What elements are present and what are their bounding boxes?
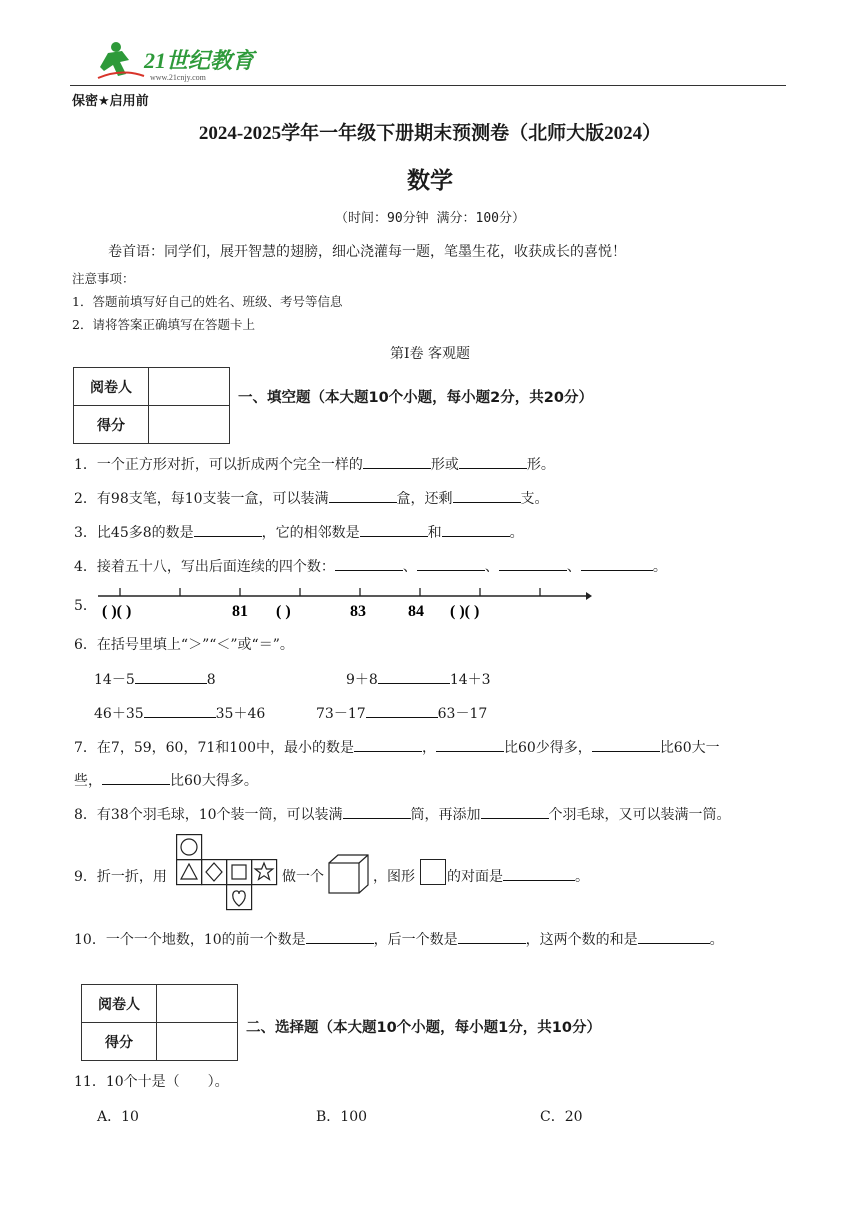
number-line-label[interactable]: ( )( ) bbox=[102, 603, 132, 620]
time-info: （时间：90分钟 满分：100分） bbox=[335, 211, 525, 226]
section1-title: 一、填空题（本大题10个小题，每小题2分，共20分） bbox=[238, 390, 593, 406]
question-2: 2．有98支笔，每10支装一盒，可以装满 盒，还剩 支。 bbox=[74, 488, 549, 508]
cube-net-figure bbox=[176, 834, 280, 912]
section2-title: 二、选择题（本大题10个小题，每小题1分，共10分） bbox=[246, 1020, 601, 1036]
question-9-end: 的对面是 。 bbox=[447, 866, 589, 886]
question-9-mid2: ，图形 bbox=[373, 869, 415, 885]
star-icon bbox=[255, 863, 273, 880]
answer-blank[interactable] bbox=[592, 737, 660, 752]
answer-blank[interactable] bbox=[194, 522, 262, 537]
answer-blank[interactable] bbox=[363, 454, 431, 469]
score-label: 得分 bbox=[74, 406, 149, 444]
answer-blank[interactable] bbox=[459, 454, 527, 469]
answer-blank[interactable] bbox=[366, 703, 438, 718]
question-6: 6．在括号里填上“＞”“＜”或“＝”。 bbox=[74, 637, 294, 653]
question-9-mid: 做一个 bbox=[282, 869, 324, 885]
answer-blank[interactable] bbox=[458, 929, 526, 944]
number-line-label[interactable]: ( ) bbox=[276, 603, 291, 620]
question-8: 8．有38个羽毛球，10个装一筒，可以装满 筒，再添加 个羽毛球，又可以装满一筒。 bbox=[74, 804, 731, 824]
logo-url: www.21cnjy.com bbox=[150, 73, 206, 82]
exam-subject: 数学 bbox=[407, 168, 453, 194]
question-4: 4．接着五十八，写出后面连续的四个数： 、 、 、 。 bbox=[74, 556, 667, 576]
answer-blank[interactable] bbox=[335, 556, 403, 571]
question-10: 10．一个一个地数，10的前一个数是 ，后一个数是 ，这两个数的和是 。 bbox=[74, 929, 724, 949]
option-b[interactable]: B．100 bbox=[316, 1109, 368, 1125]
answer-blank[interactable] bbox=[378, 669, 450, 684]
score-label: 得分 bbox=[82, 1023, 157, 1061]
heart-icon bbox=[233, 891, 246, 906]
compare-item: 14－5 8 bbox=[94, 669, 216, 689]
logo-text: 21世纪教育 bbox=[144, 48, 255, 73]
notes-heading: 注意事项： bbox=[72, 271, 135, 286]
score-cell[interactable] bbox=[149, 406, 230, 444]
compare-item: 73－17 63－17 bbox=[316, 703, 487, 723]
answer-blank[interactable] bbox=[499, 556, 567, 571]
reviewer-label: 阅卷人 bbox=[82, 985, 157, 1023]
question-1: 1．一个正方形对折，可以折成两个完全一样的 形或 形。 bbox=[74, 454, 555, 474]
question-5-number: 5． bbox=[74, 598, 97, 614]
answer-blank[interactable] bbox=[360, 522, 428, 537]
number-line-label: 84 bbox=[408, 603, 424, 620]
diamond-icon bbox=[206, 863, 222, 881]
arrow-head-icon bbox=[586, 592, 592, 600]
compare-item: 9＋8 14＋3 bbox=[346, 669, 491, 689]
answer-blank[interactable] bbox=[436, 737, 504, 752]
answer-blank[interactable] bbox=[453, 488, 521, 503]
question-11: 11．10个十是（ ）。 bbox=[74, 1074, 229, 1090]
circle-icon bbox=[181, 839, 197, 855]
cube-icon bbox=[328, 854, 372, 894]
answer-blank[interactable] bbox=[638, 929, 710, 944]
runner-icon bbox=[98, 42, 144, 78]
motto: 卷首语：同学们，展开智慧的翅膀，细心浇灌每一题，笔墨生花，收获成长的喜悦！ bbox=[108, 244, 626, 260]
volume-label: 第Ⅰ卷 客观题 bbox=[390, 346, 470, 362]
answer-blank[interactable] bbox=[354, 737, 422, 752]
note-item: 1．答题前填写好自己的姓名、班级、考号等信息 bbox=[72, 294, 343, 309]
note-item: 2．请将答案正确填写在答题卡上 bbox=[72, 317, 255, 332]
exam-title: 2024-2025学年一年级下册期末预测卷（北师大版2024） bbox=[198, 123, 662, 144]
number-line-label: 81 bbox=[232, 603, 248, 620]
score-table bbox=[81, 984, 238, 1061]
option-a[interactable]: A．10 bbox=[97, 1109, 139, 1125]
score-table bbox=[73, 367, 230, 444]
answer-blank[interactable] bbox=[503, 866, 575, 881]
logo-21cnjy bbox=[96, 38, 266, 84]
answer-blank[interactable] bbox=[442, 522, 510, 537]
reviewer-label: 阅卷人 bbox=[74, 368, 149, 406]
triangle-icon bbox=[181, 864, 197, 879]
square-icon bbox=[420, 859, 446, 885]
answer-blank[interactable] bbox=[417, 556, 485, 571]
answer-blank[interactable] bbox=[481, 804, 549, 819]
answer-blank[interactable] bbox=[144, 703, 216, 718]
number-line-label: 83 bbox=[350, 603, 366, 620]
answer-blank[interactable] bbox=[135, 669, 207, 684]
answer-blank[interactable] bbox=[102, 770, 170, 785]
question-3: 3．比45多8的数是 ，它的相邻数是 和 。 bbox=[74, 522, 524, 542]
option-c[interactable]: C．20 bbox=[540, 1109, 583, 1125]
compare-item: 46＋35 35＋46 bbox=[94, 703, 265, 723]
answer-blank[interactable] bbox=[329, 488, 397, 503]
reviewer-cell[interactable] bbox=[149, 368, 230, 406]
number-line-label[interactable]: ( )( ) bbox=[450, 603, 480, 620]
header-rule bbox=[70, 85, 786, 86]
reviewer-cell[interactable] bbox=[157, 985, 238, 1023]
secret-label: 保密★启用前 bbox=[72, 94, 149, 109]
answer-blank[interactable] bbox=[343, 804, 411, 819]
answer-blank[interactable] bbox=[581, 556, 653, 571]
score-cell[interactable] bbox=[157, 1023, 238, 1061]
number-line bbox=[96, 586, 592, 620]
question-9-stem: 9．折一折，用 bbox=[74, 869, 167, 885]
question-7: 7．在7，59，60，71和100中，最小的数是 ， 比60少得多， 比60大一 bbox=[74, 737, 720, 757]
square-icon bbox=[232, 865, 246, 879]
question-7-cont: 些， 比60大得多。 bbox=[74, 770, 258, 790]
answer-blank[interactable] bbox=[306, 929, 374, 944]
